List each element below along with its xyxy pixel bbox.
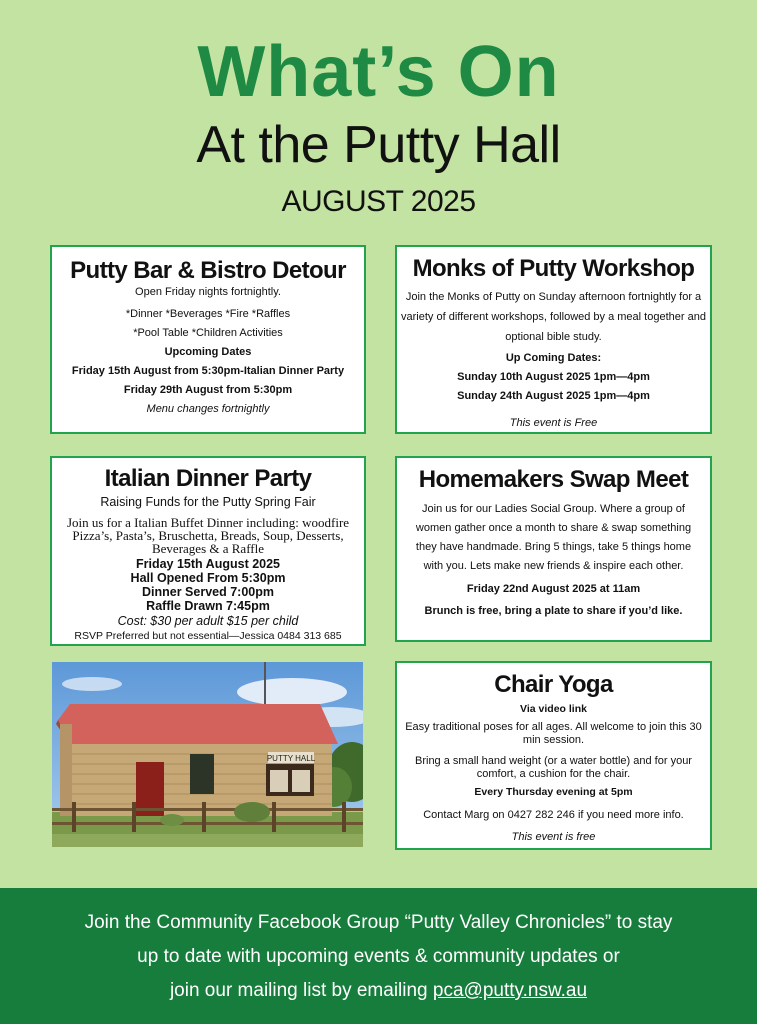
footer-line3 (0, 974, 757, 1008)
swap-date: Friday 22nd August 2025 at 11am (466, 583, 641, 595)
yoga-card (395, 661, 712, 850)
monks-date2: Sunday 24th August 2025 1pm—4pm (457, 390, 650, 402)
monks-dates-label: Up Coming Dates: (505, 352, 602, 364)
bistro-card (50, 245, 366, 434)
monks-desc: Join the Monks of Putty on Sunday afternoon fortnightly for a variety of different workshops, followed by a meal together and optional bible study. (401, 291, 706, 343)
bistro-line2: *Dinner *Beverages *Fire *Raffles (125, 308, 291, 320)
swap-brunch: Brunch is free, bring a plate to share if you’d like. (424, 605, 683, 617)
putty-hall-photo (52, 662, 363, 847)
monks-note: This event is Free (509, 417, 598, 429)
italian-rsvp: RSVP Preferred but not essential—Jessica 0484 313 685 (74, 630, 342, 642)
subtitle: At the Putty Hall (196, 116, 561, 174)
italian-title: Italian Dinner Party (104, 465, 312, 492)
main-title: What’s On (197, 32, 560, 112)
italian-dinner: Dinner Served 7:00pm (142, 585, 274, 599)
yoga-title: Chair Yoga (494, 671, 613, 698)
italian-card (50, 456, 366, 646)
yoga-contact: Contact Marg on 0427 282 246 if you need more info. (423, 809, 684, 821)
yoga-desc2: Bring a small hand weight (or a water bottle) and for your comfort, a cushion for the chair. (415, 755, 692, 780)
italian-raffle: Raffle Drawn 7:45pm (146, 599, 270, 613)
bistro-dates-label: Upcoming Dates (164, 346, 252, 358)
bistro-line1: Open Friday nights fortnightly. (135, 286, 281, 298)
month-label: AUGUST 2025 (281, 185, 476, 218)
yoga-via: Via video link (520, 703, 587, 715)
yoga-note: This event is free (511, 831, 596, 843)
swap-title: Homemakers Swap Meet (418, 466, 689, 493)
bistro-date2: Friday 29th August from 5:30pm (123, 384, 293, 396)
yoga-when: Every Thursday evening at 5pm (474, 786, 633, 798)
italian-desc: Join us for a Italian Buffet Dinner including: woodfire Pizza’s, Pasta’s, Bruschetta, Breads, Soup, Desserts, Beverages & a Raffle (66, 515, 350, 556)
footer-line2: up to date with upcoming events & community updates or (137, 946, 620, 967)
italian-subtitle: Raising Funds for the Putty Spring Fair (100, 495, 316, 509)
email-link[interactable]: pca@putty.nsw.au (432, 980, 588, 1001)
hall-sign-text: PUTTY HALL (266, 754, 316, 763)
italian-open: Hall Opened From 5:30pm (130, 571, 286, 585)
bistro-date1: Friday 15th August from 5:30pm-Italian Dinner Party (71, 365, 345, 377)
swap-card (395, 456, 712, 642)
italian-date: Friday 15th August 2025 (135, 557, 281, 571)
yoga-desc1: Easy traditional poses for all ages. All welcome to join this 30 min session. (405, 721, 702, 746)
bistro-line3: *Pool Table *Children Activities (133, 327, 283, 339)
bistro-title: Putty Bar & Bistro Detour (70, 257, 346, 284)
footer-line1: Join the Community Facebook Group “Putty Valley Chronicles” to stay (84, 912, 673, 933)
footer-line3-prefix: join our mailing list by emailing (169, 980, 433, 1001)
monks-date1: Sunday 10th August 2025 1pm—4pm (457, 371, 650, 383)
swap-desc: Join us for our Ladies Social Group. Where a group of women gather once a month to share & swap something they have handmade. Bring 5 things, take 5 things home with you. Lets make new friends & inspire each other. (415, 503, 692, 572)
bistro-note: Menu changes fortnightly (146, 403, 270, 415)
monks-title: Monks of Putty Workshop (412, 255, 695, 282)
italian-cost: Cost: $30 per adult $15 per child (117, 614, 299, 628)
monks-card (395, 245, 712, 434)
footer-banner (0, 888, 757, 1024)
